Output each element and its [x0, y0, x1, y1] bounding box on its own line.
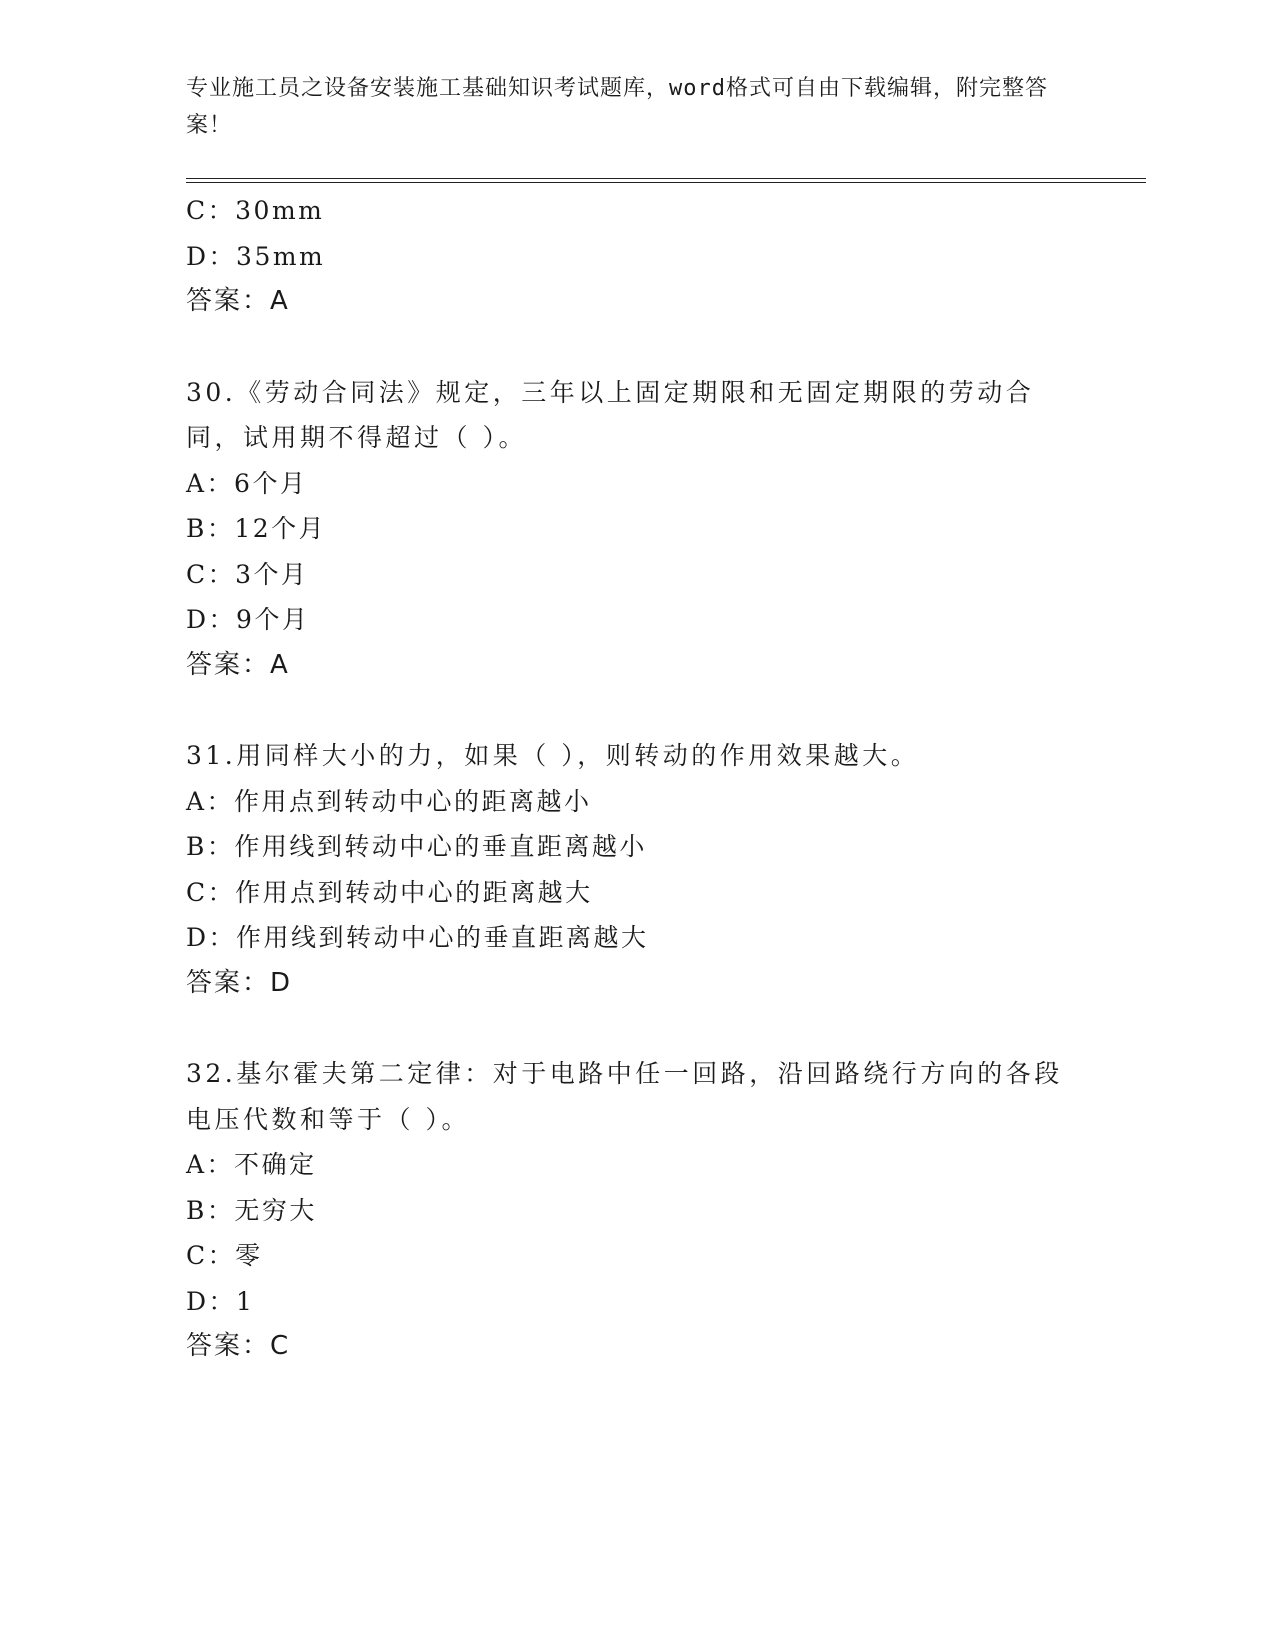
option-a: A：不确定	[186, 1150, 317, 1179]
spacer	[186, 1006, 1086, 1051]
question-list	[186, 188, 1086, 1370]
spacer	[186, 688, 1086, 733]
question-32	[186, 1051, 1086, 1370]
question-30	[186, 370, 1086, 689]
answer-line: 答案：A	[186, 286, 290, 316]
option-d: D：35mm	[186, 241, 326, 271]
option-b: B：无穷大	[186, 1195, 317, 1225]
answer-line: 答案：A	[186, 649, 290, 680]
option-d: D：9个月	[186, 605, 310, 634]
question-text: 30.《劳动合同法》规定，三年以上固定期限和无固定期限的劳动合同，试用期不得超过（ ）。	[186, 377, 1035, 452]
header-divider-bottom	[186, 182, 1146, 183]
question-text: 31.用同样大小的力，如果（ ），则转动的作用效果越大。	[186, 741, 920, 770]
option-c: C：作用点到转动中心的距离越大	[186, 877, 593, 907]
answer-line: 答案：D	[186, 967, 293, 998]
option-d: D：作用线到转动中心的垂直距离越大	[186, 923, 649, 952]
option-b: B：12个月	[186, 514, 327, 543]
header-divider-top	[186, 178, 1146, 179]
answer-line: 答案：C	[186, 1331, 291, 1361]
option-d: D：1	[186, 1286, 255, 1316]
question-partial	[186, 188, 1086, 325]
document-header: 专业施工员之设备安装施工基础知识考试题库，word格式可自由下载编辑，附完整答案！	[186, 76, 1048, 138]
option-b: B：作用线到转动中心的垂直距离越小	[186, 832, 647, 861]
spacer	[186, 325, 1086, 370]
option-c: C：3个月	[186, 559, 309, 589]
option-c: C：30mm	[186, 196, 325, 225]
question-text: 32.基尔霍夫第二定律：对于电路中任一回路，沿回路绕行方向的各段电压代数和等于（ ）。	[186, 1059, 1063, 1134]
option-c: C：零	[186, 1241, 263, 1270]
option-a: A：6个月	[186, 468, 308, 498]
option-a: A：作用点到转动中心的距离越小	[186, 786, 592, 816]
question-31	[186, 733, 1086, 1006]
